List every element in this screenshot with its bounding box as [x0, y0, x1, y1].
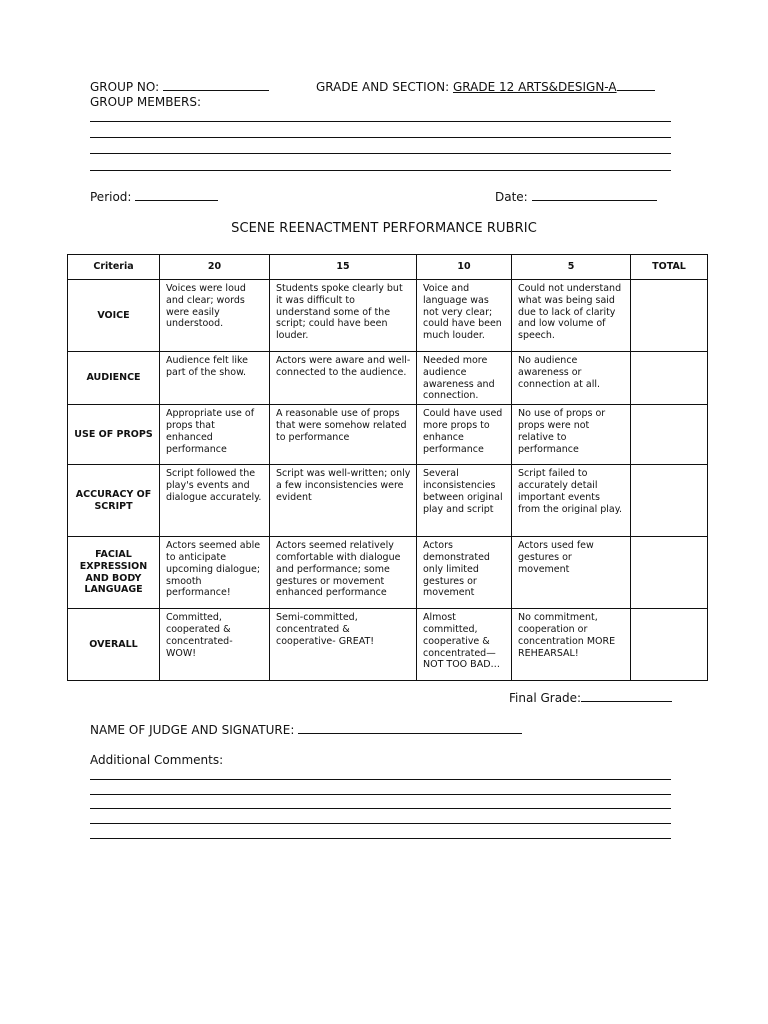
grade-section-value: GRADE 12 ARTS&DESIGN-A [452, 80, 617, 94]
judge-signature-blank[interactable] [298, 722, 522, 734]
criteria-cell: OVERALL [68, 609, 160, 681]
score-15-cell: Actors were aware and well-connected to the audience. [270, 352, 417, 405]
table-row [68, 537, 708, 609]
table-row [68, 352, 708, 405]
period-blank[interactable] [135, 189, 218, 201]
total-cell[interactable] [631, 405, 708, 465]
total-cell[interactable] [631, 352, 708, 405]
member-line[interactable] [90, 121, 671, 122]
score-20-cell: Voices were loud and clear; words were easily understood. [160, 280, 270, 352]
score-15-cell: Actors seemed relatively comfortable with dialogue and performance; some gestures or movement enhanced performance [270, 537, 417, 609]
score-15-cell: A reasonable use of props that were somehow related to performance [270, 405, 417, 465]
period-label: Period: [90, 190, 132, 204]
group-no-blank[interactable] [163, 79, 269, 91]
score-15-cell: Students spoke clearly but it was difficult to understand some of the script; could have been louder. [270, 280, 417, 352]
comment-line[interactable] [90, 779, 671, 780]
rubric-table [67, 254, 708, 681]
grade-section-blank [617, 79, 655, 91]
judge-field [90, 722, 522, 737]
total-cell[interactable] [631, 465, 708, 537]
score-10-cell: Needed more audience awareness and connection. [417, 352, 512, 405]
score-10-cell: Voice and language was not very clear; could have been much louder. [417, 280, 512, 352]
table-row [68, 280, 708, 352]
total-cell[interactable] [631, 609, 708, 681]
period-field [90, 189, 218, 204]
member-line[interactable] [90, 170, 671, 171]
final-grade-field [509, 690, 672, 705]
criteria-cell: VOICE [68, 280, 160, 352]
score-10-cell: Several inconsistencies between original play and script [417, 465, 512, 537]
comments-label: Additional Comments: [90, 753, 224, 767]
score-15-cell: Semi-committed, concentrated & cooperative- GREAT! [270, 609, 417, 681]
header-criteria: Criteria [68, 255, 160, 280]
comment-line[interactable] [90, 838, 671, 839]
score-20-cell: Audience felt like part of the show. [160, 352, 270, 405]
table-header-row [68, 255, 708, 280]
header-total: TOTAL [631, 255, 708, 280]
score-20-cell: Appropriate use of props that enhanced performance [160, 405, 270, 465]
criteria-cell: FACIAL EXPRESSION AND BODY LANGUAGE [68, 537, 160, 609]
score-10-cell: Actors demonstrated only limited gestures or movement [417, 537, 512, 609]
score-10-cell: Could have used more props to enhance performance [417, 405, 512, 465]
group-no-field [90, 79, 269, 94]
header-10: 10 [417, 255, 512, 280]
member-line[interactable] [90, 137, 671, 138]
score-5-cell: Script failed to accurately detail important events from the original play. [512, 465, 631, 537]
table-row [68, 405, 708, 465]
score-5-cell: No commitment, cooperation or concentration MORE REHEARSAL! [512, 609, 631, 681]
judge-label: NAME OF JUDGE AND SIGNATURE: [90, 723, 295, 737]
comment-line[interactable] [90, 808, 671, 809]
criteria-cell: ACCURACY OF SCRIPT [68, 465, 160, 537]
score-5-cell: No use of props or props were not relative to performance [512, 405, 631, 465]
score-5-cell: Could not understand what was being said due to lack of clarity and low volume of speech. [512, 280, 631, 352]
score-5-cell: No audience awareness or connection at all. [512, 352, 631, 405]
header-15: 15 [270, 255, 417, 280]
score-20-cell: Committed, cooperated & concentrated- WOW! [160, 609, 270, 681]
header-5: 5 [512, 255, 631, 280]
score-5-cell: Actors used few gestures or movement [512, 537, 631, 609]
table-row [68, 609, 708, 681]
criteria-cell: AUDIENCE [68, 352, 160, 405]
score-20-cell: Actors seemed able to anticipate upcoming dialogue; smooth performance! [160, 537, 270, 609]
criteria-cell: USE OF PROPS [68, 405, 160, 465]
table-row [68, 465, 708, 537]
score-15-cell: Script was well-written; only a few inconsistencies were evident [270, 465, 417, 537]
rubric-title: SCENE REENACTMENT PERFORMANCE RUBRIC [231, 221, 537, 236]
group-no-label: GROUP NO: [90, 80, 160, 94]
grade-section-field [316, 79, 655, 94]
date-field [495, 189, 657, 204]
score-10-cell: Almost committed, cooperative & concentrated—NOT TOO BAD… [417, 609, 512, 681]
score-20-cell: Script followed the play's events and dialogue accurately. [160, 465, 270, 537]
grade-section-label: GRADE AND SECTION: [316, 80, 450, 94]
group-members-label: GROUP MEMBERS: [90, 95, 202, 109]
date-blank[interactable] [532, 189, 657, 201]
total-cell[interactable] [631, 280, 708, 352]
final-grade-blank[interactable] [581, 690, 672, 702]
comment-line[interactable] [90, 794, 671, 795]
final-grade-label: Final Grade: [509, 691, 582, 705]
total-cell[interactable] [631, 537, 708, 609]
comment-line[interactable] [90, 823, 671, 824]
member-line[interactable] [90, 153, 671, 154]
date-label: Date: [495, 190, 528, 204]
header-20: 20 [160, 255, 270, 280]
